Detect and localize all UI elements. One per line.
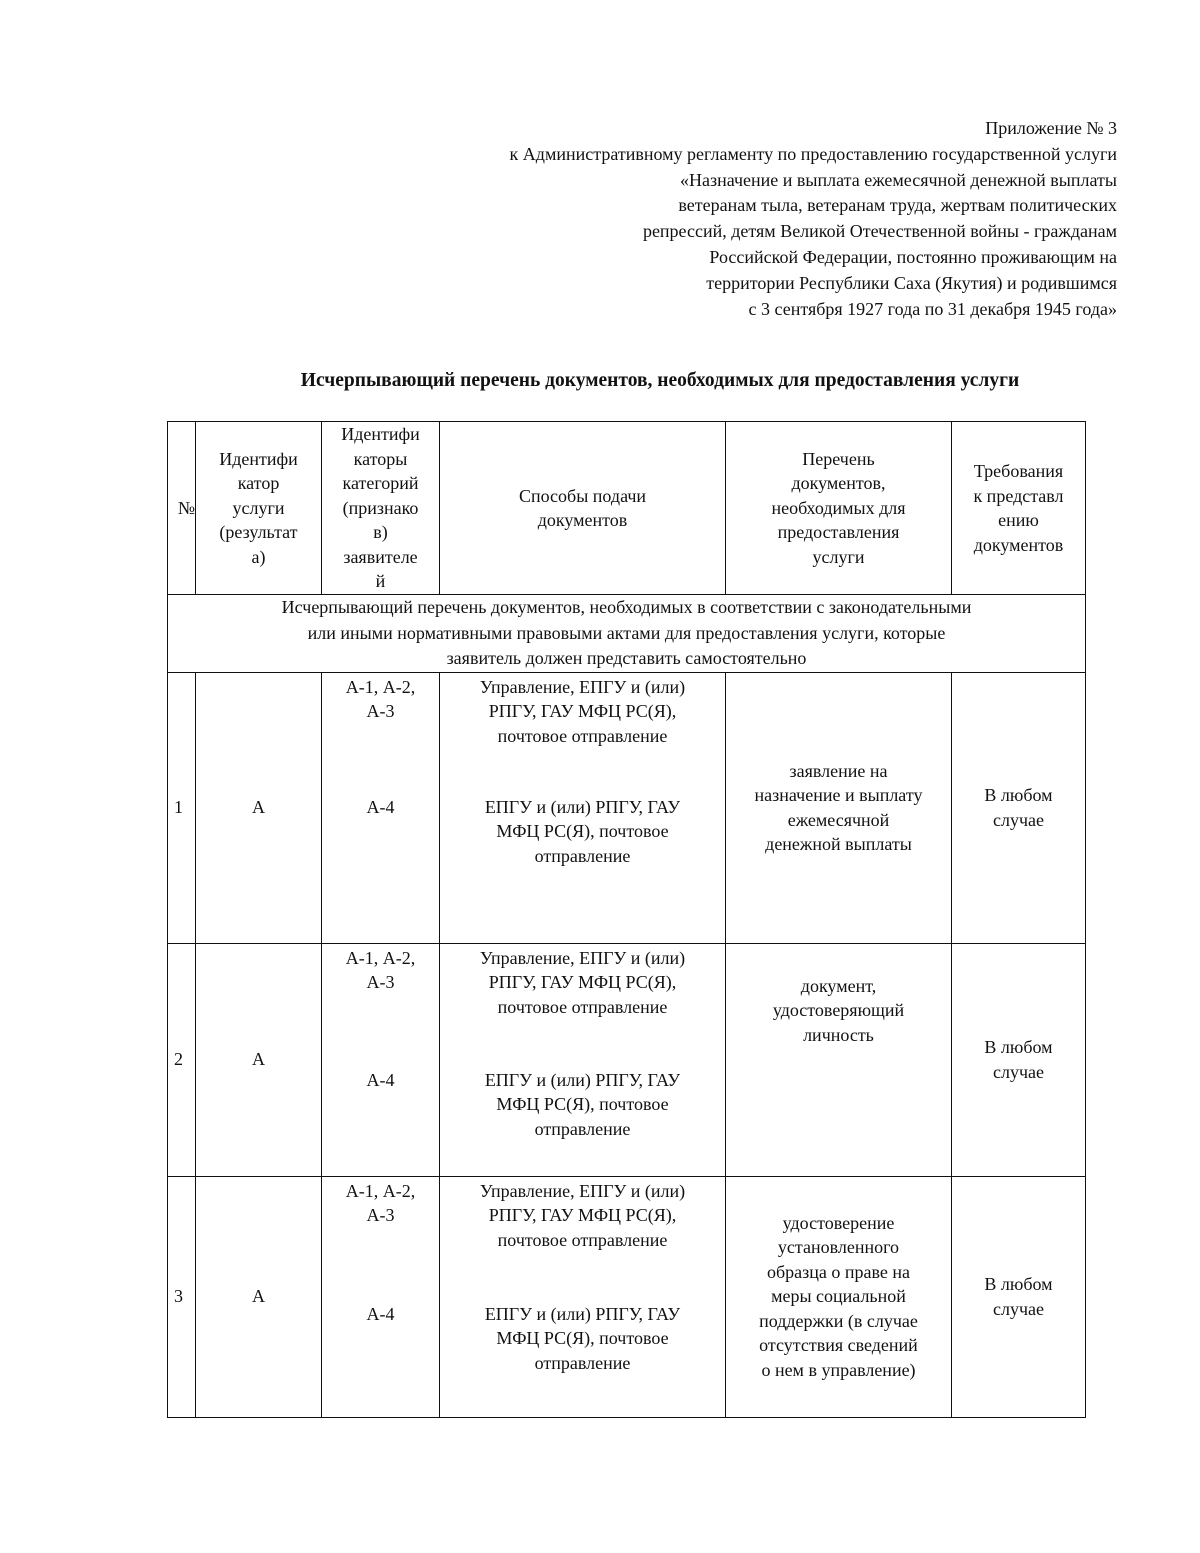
header-text: (результат: [219, 522, 298, 543]
section-heading-line: или иными нормативными правовыми актами для предоставления услуги, которые: [307, 622, 946, 643]
requirement-text: случае: [992, 1061, 1044, 1082]
requirement-text: В любом: [984, 1037, 1053, 1057]
header-text: катор: [237, 473, 280, 494]
header-text: документов: [973, 534, 1064, 555]
submission-text: ЕПГУ и (или) РПГУ, ГАУ: [484, 796, 681, 817]
appendix-header: [510, 116, 1117, 322]
row-number: 1: [168, 672, 196, 943]
header-text: Идентифи: [219, 448, 298, 469]
table-row: [168, 1176, 1086, 1417]
header-text: а): [251, 546, 266, 567]
submission-text: отправление: [534, 1118, 631, 1139]
submission-text: Управление, ЕПГУ и (или): [479, 947, 686, 968]
header-text: Перечень: [802, 448, 875, 469]
document-title: Исчерпывающий перечень документов, необходимых для предоставления услуги: [300, 370, 1020, 391]
header-text: к представл: [973, 485, 1064, 506]
appendix-line: Российской Федерации, постоянно проживающим на: [709, 246, 1117, 267]
submission-text: МФЦ РС(Я), почтовое: [496, 821, 669, 841]
table-row: [168, 943, 1086, 1176]
category-text: А-1, А-2,: [345, 676, 416, 697]
table-row: [168, 672, 1086, 943]
requirement-text: В любом: [984, 785, 1053, 805]
document-text: удостоверяющий: [772, 1000, 905, 1020]
submission-group-a: [440, 675, 725, 749]
header-text: документов,: [791, 473, 886, 494]
submission-text: ЕПГУ и (или) РПГУ, ГАУ: [484, 1069, 681, 1090]
document-text: заявление на: [789, 760, 888, 781]
submission-text: почтовое отправление: [497, 996, 668, 1017]
section-heading-line: заявитель должен представить самостоятельно: [446, 648, 807, 668]
category-text: А-1, А-2,: [345, 947, 416, 968]
submission-text: ЕПГУ и (или) РПГУ, ГАУ: [484, 1303, 681, 1324]
header-text: Требования: [973, 461, 1064, 481]
appendix-line: ветеранам тыла, ветеранам труда, жертвам политических: [678, 195, 1117, 216]
appendix-line: территории Республики Саха (Якутия) и родившимся: [706, 272, 1117, 293]
row-number: 3: [168, 1176, 196, 1417]
header-text: категорий: [342, 473, 419, 494]
document-text: удостоверение: [782, 1212, 895, 1233]
document-text: документ,: [800, 975, 877, 996]
header-text: необходимых для: [771, 497, 906, 518]
category-text: А-3: [366, 701, 395, 721]
header-submission-methods: [440, 422, 726, 595]
header-text: в): [373, 522, 388, 543]
category-group-b: А-4: [366, 1303, 395, 1324]
section-heading-line: Исчерпывающий перечень документов, необходимых в соответствии с законодательными: [281, 597, 972, 617]
submission-methods: [440, 943, 726, 1176]
submission-group-b: [440, 1068, 725, 1142]
category-text: А-1, А-2,: [345, 1180, 416, 1201]
requirement: [952, 943, 1086, 1176]
document-text: личность: [803, 1024, 874, 1045]
document-text: назначение и выплату: [754, 785, 923, 805]
document-text: установленного: [777, 1237, 900, 1258]
submission-group-b: [440, 795, 725, 869]
section-heading-row: [168, 595, 1086, 673]
document-description: [726, 943, 952, 1176]
requirement-text: случае: [992, 1298, 1044, 1319]
header-text: услуги: [232, 497, 285, 518]
submission-text: почтовое отправление: [497, 725, 668, 746]
submission-group-a: [440, 1179, 725, 1253]
requirement-text: В любом: [984, 1274, 1053, 1294]
submission-text: РПГУ, ГАУ МФЦ РС(Я),: [488, 972, 677, 992]
category-text: А-3: [366, 972, 395, 992]
service-identifier: А: [196, 1176, 322, 1417]
category-group-a: [322, 675, 439, 724]
submission-group-b: [440, 1302, 725, 1376]
category-group-b: А-4: [366, 796, 395, 817]
document-text: денежной выплаты: [765, 834, 912, 854]
header-text: (признако: [342, 497, 419, 518]
document-text: образца о праве на: [766, 1261, 910, 1282]
requirement-text: случае: [992, 809, 1044, 830]
header-text: й: [375, 571, 386, 592]
submission-text: МФЦ РС(Я), почтовое: [496, 1328, 669, 1348]
header-number: №: [168, 422, 196, 595]
header-text: заявителе: [343, 546, 418, 567]
header-text: Способы подачи: [518, 485, 647, 506]
category-group-a: [322, 1179, 439, 1228]
category-group-b: А-4: [366, 1069, 395, 1090]
header-text: предоставления: [777, 522, 900, 543]
document-description: [726, 672, 952, 943]
appendix-line: «Назначение и выплата ежемесячной денежной выплаты: [680, 169, 1117, 190]
header-category-identifier: [322, 422, 440, 595]
service-identifier: А: [196, 943, 322, 1176]
submission-text: РПГУ, ГАУ МФЦ РС(Я),: [488, 1205, 677, 1225]
requirement: [952, 1176, 1086, 1417]
document-text: меры социальной: [771, 1286, 906, 1307]
header-text: документов: [537, 510, 628, 530]
header-text: услуги: [812, 546, 865, 567]
appendix-line: Приложение № 3: [985, 118, 1117, 138]
service-identifier: А: [196, 672, 322, 943]
row-number: 2: [168, 943, 196, 1176]
category-identifiers: [322, 672, 440, 943]
document-text: о нем в управление): [761, 1359, 916, 1380]
header-text: Идентифи: [341, 424, 420, 445]
header-documents-list: [726, 422, 952, 595]
submission-text: отправление: [534, 845, 631, 866]
requirement: [952, 672, 1086, 943]
document-text: отсутствия сведений: [759, 1335, 918, 1356]
document-text: поддержки (в случае: [759, 1310, 918, 1331]
section-heading: [168, 595, 1086, 673]
table-header-row: [168, 422, 1086, 595]
category-text: А-3: [366, 1205, 395, 1225]
submission-text: почтовое отправление: [497, 1229, 668, 1250]
documents-table: [167, 421, 1086, 1418]
document-text-block: [726, 974, 951, 1048]
submission-text: отправление: [534, 1352, 631, 1373]
document-text: ежемесячной: [787, 809, 890, 830]
header-text: каторы: [353, 448, 408, 469]
submission-methods: [440, 672, 726, 943]
header-requirements: [952, 422, 1086, 595]
submission-text: МФЦ РС(Я), почтовое: [496, 1094, 669, 1114]
category-group-a: [322, 946, 439, 995]
submission-text: Управление, ЕПГУ и (или): [479, 1180, 686, 1201]
header-text: ению: [998, 510, 1039, 530]
appendix-line: с 3 сентября 1927 года по 31 декабря 1945 года»: [748, 298, 1117, 319]
submission-text: Управление, ЕПГУ и (или): [479, 676, 686, 697]
submission-methods: [440, 1176, 726, 1417]
category-identifiers: [322, 943, 440, 1176]
document-description: [726, 1176, 952, 1417]
submission-text: РПГУ, ГАУ МФЦ РС(Я),: [488, 701, 677, 721]
submission-group-a: [440, 946, 725, 1020]
header-service-identifier: [196, 422, 322, 595]
appendix-line: репрессий, детям Великой Отечественной войны - гражданам: [642, 221, 1117, 242]
appendix-line: к Административному регламенту по предоставлению государственной услуги: [509, 143, 1117, 164]
category-identifiers: [322, 1176, 440, 1417]
